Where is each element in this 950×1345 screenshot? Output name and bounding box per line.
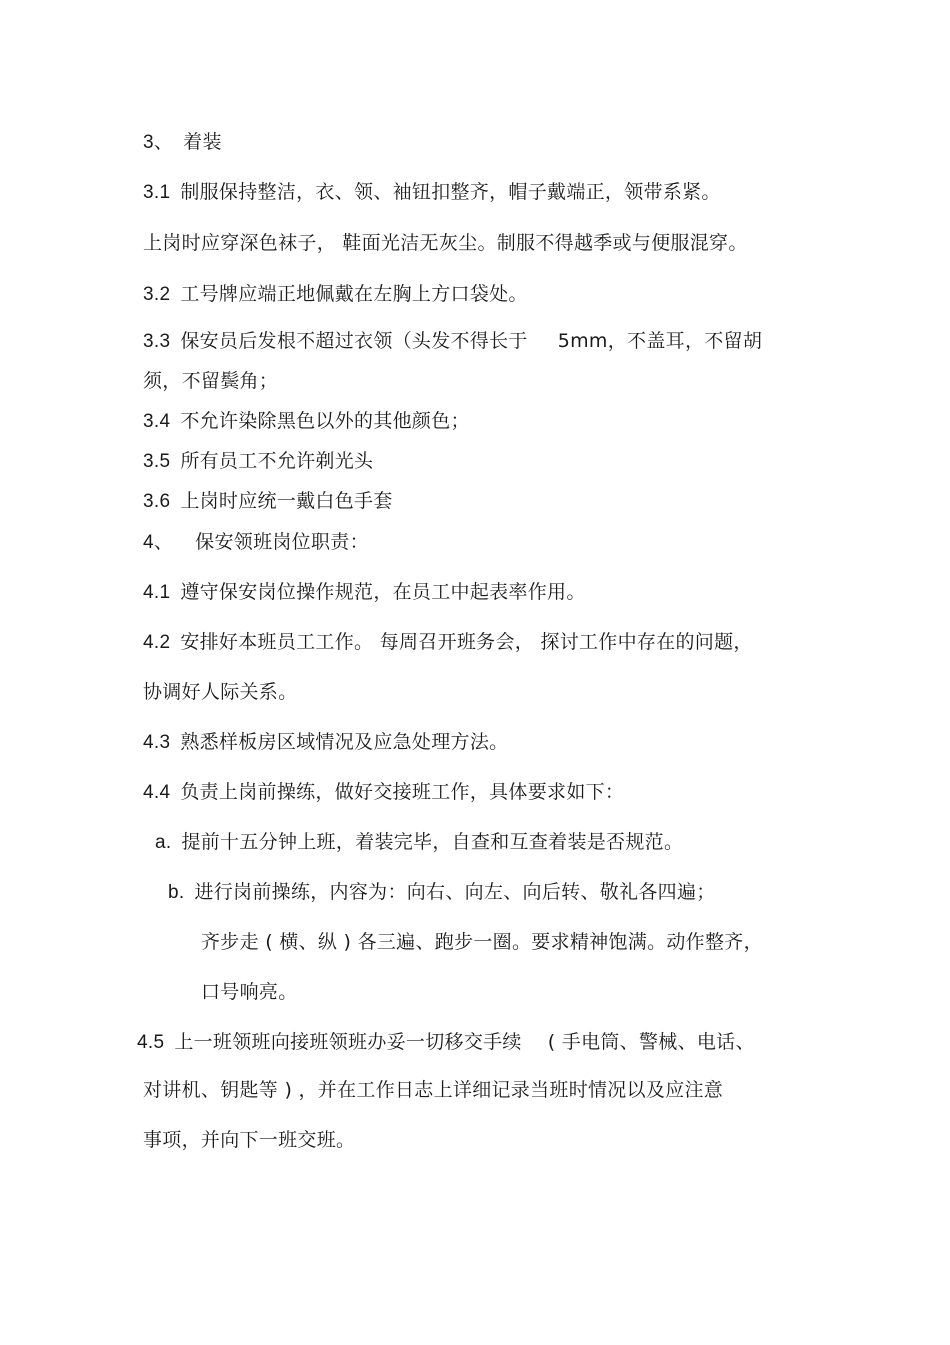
item-4-4-b-continued-1 xyxy=(201,930,763,954)
item-text: 保安员后发根不超过衣领（头发不得长于 xyxy=(180,330,528,352)
item-4-2 xyxy=(143,630,753,655)
item-number: 3.2 xyxy=(143,284,171,305)
item-text: 熟悉样板房区域情况及应急处理方法。 xyxy=(180,731,509,753)
section-title: 着装 xyxy=(183,131,222,153)
item-text: 所有员工不允许剃光头 xyxy=(180,450,374,472)
item-number: 3.5 xyxy=(143,451,171,472)
section-title: 保安领班岗位职责： xyxy=(195,531,369,553)
item-3-3-continued xyxy=(143,369,278,393)
item-4-5-continued-2 xyxy=(143,1128,355,1152)
item-text: 遵守保安岗位操作规范，在员工中起表率作用。 xyxy=(180,581,586,603)
item-text: 工号牌应端正地佩戴在左胸上方口袋处。 xyxy=(180,283,528,305)
item-number: 4.5 xyxy=(137,1032,165,1053)
section-number: 4、 xyxy=(143,532,174,553)
section-3-heading xyxy=(143,130,222,155)
item-text: 齐步走 ( 横、纵 ) 各三遍、跑步一圈。要求精神饱满。动作整齐， xyxy=(201,931,763,953)
item-4-5-continued-1 xyxy=(143,1078,723,1102)
item-3-5 xyxy=(143,449,373,474)
item-marker: b. xyxy=(168,882,185,903)
item-4-4-b xyxy=(168,880,716,905)
item-4-4 xyxy=(143,780,624,805)
item-text: 口号响亮。 xyxy=(201,981,298,1003)
item-text: 不允许染除黑色以外的其他颜色； xyxy=(180,410,470,432)
item-4-1 xyxy=(143,580,586,605)
item-text: 上岗时应穿深色袜子， 鞋面光洁无灰尘。制服不得越季或与便服混穿。 xyxy=(143,232,748,254)
item-text: 负责上岗前操练，做好交接班工作，具体要求如下： xyxy=(180,781,625,803)
item-number: 4.3 xyxy=(143,732,171,753)
item-4-5 xyxy=(137,1030,755,1055)
section-number: 3、 xyxy=(143,132,174,153)
item-text: 上岗时应统一戴白色手套 xyxy=(180,490,393,512)
item-marker: a. xyxy=(155,832,172,853)
item-3-1 xyxy=(143,180,721,205)
item-text-continued: 5mm，不盖耳，不留胡 xyxy=(557,330,763,352)
item-3-1-continued xyxy=(143,231,748,255)
item-text: 协调好人际关系。 xyxy=(143,681,298,703)
item-number: 4.1 xyxy=(143,582,171,603)
item-text: 提前十五分钟上班，着装完毕，自查和互查着装是否规范。 xyxy=(181,831,684,853)
item-number: 4.2 xyxy=(143,632,171,653)
item-number: 3.6 xyxy=(143,491,171,512)
item-3-3 xyxy=(143,329,762,354)
item-4-3 xyxy=(143,730,508,755)
item-text: 制服保持整洁，衣、领、袖钮扣整齐，帽子戴端正，领带系紧。 xyxy=(180,181,721,203)
item-4-4-b-continued-2 xyxy=(201,980,298,1004)
item-text: 对讲机、钥匙等 ) ，并在工作日志上详细记录当班时情况以及应注意 xyxy=(143,1079,724,1101)
section-4-heading xyxy=(143,530,369,555)
item-text-continued: ( 手电筒、警械、电话、 xyxy=(547,1031,755,1053)
item-4-2-continued xyxy=(143,680,297,704)
item-number: 3.3 xyxy=(143,331,171,352)
item-number: 3.4 xyxy=(143,411,171,432)
item-3-6 xyxy=(143,489,393,514)
item-3-2 xyxy=(143,282,528,307)
item-3-4 xyxy=(143,409,470,434)
item-text: 上一班领班向接班领班办妥一切移交手续 xyxy=(174,1031,522,1053)
item-number: 4.4 xyxy=(143,782,171,803)
item-text: 安排好本班员工工作。 每周召开班务会， 探讨工作中存在的问题， xyxy=(180,631,753,653)
item-text: 须，不留鬓角； xyxy=(143,370,279,392)
item-text: 事项，并向下一班交班。 xyxy=(143,1129,356,1151)
item-number: 3.1 xyxy=(143,182,171,203)
item-4-4-a xyxy=(155,830,683,855)
item-text: 进行岗前操练，内容为：向右、向左、向后转、敬礼各四遍； xyxy=(194,881,716,903)
